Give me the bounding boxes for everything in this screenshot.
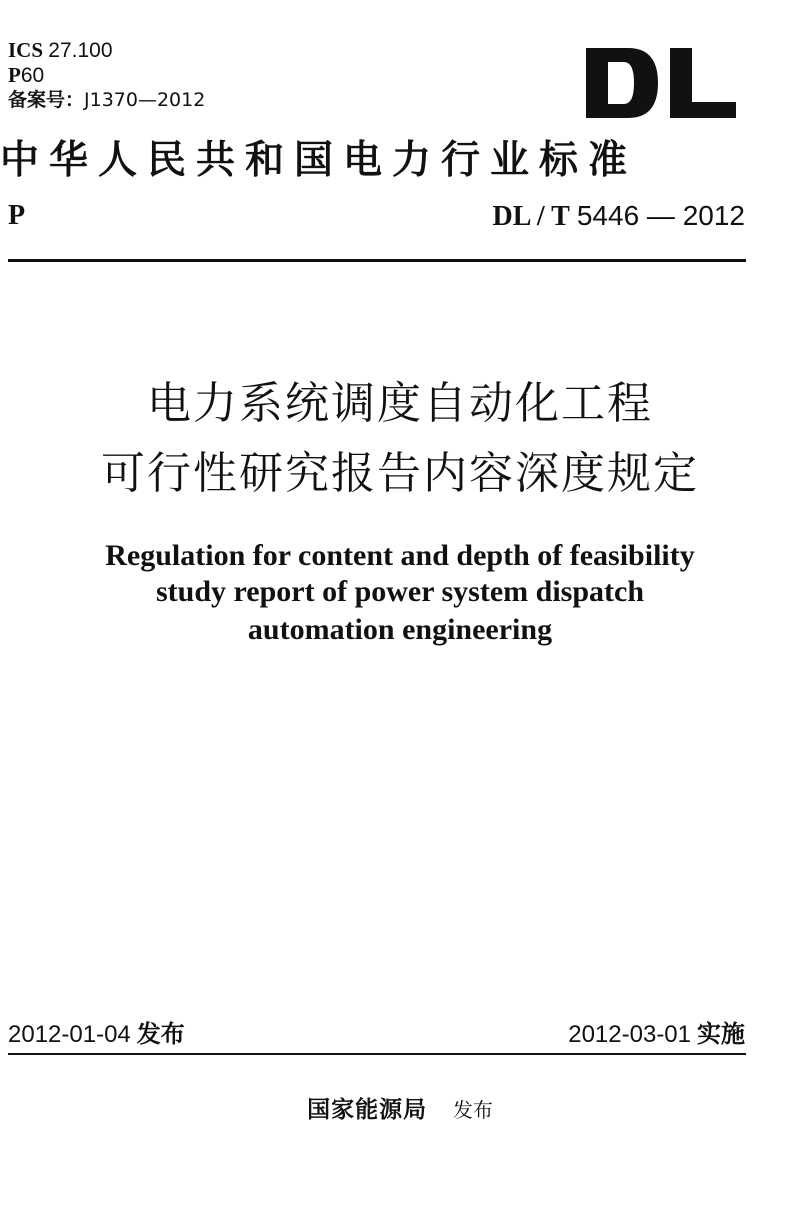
ics-code: 27.100 (48, 39, 113, 62)
p-code: 60 (20, 64, 45, 87)
standard-prefix: DL / T (492, 201, 570, 232)
ics-label: ICS (8, 38, 44, 62)
english-title-line-2: study report of power system dispatch (155, 575, 645, 608)
standard-number (493, 200, 745, 233)
implementation-date-word: 实施 (697, 1020, 745, 1048)
dl-logo (586, 48, 736, 118)
chinese-title-line-2: 可行性研究报告内容深度规定 (101, 448, 699, 499)
issue-date (8, 1020, 185, 1049)
issue-date-word: 发布 (136, 1020, 185, 1048)
issuer (0, 1096, 800, 1124)
header-divider (8, 259, 746, 262)
record-label: 备案号： (8, 89, 85, 111)
standard-number-value: 5446 — 2012 (576, 200, 745, 231)
footer-divider (8, 1053, 746, 1055)
implementation-date-value: 2012-03-01 (568, 1021, 691, 1048)
logo-letter-l (670, 48, 736, 118)
english-title-line-1: Regulation for content and depth of feasibility (105, 539, 695, 572)
record-number-line (8, 88, 205, 112)
issuer-verb: 发布 (452, 1098, 493, 1122)
issue-date-value: 2012-01-04 (8, 1021, 131, 1048)
p-code-line (8, 63, 44, 88)
english-title-line-3: automation engineering (247, 613, 553, 646)
implementation-date (568, 1020, 745, 1049)
chinese-title-line-1: 电力系统调度自动化工程 (147, 378, 653, 429)
standard-category-title: 中华人民共和国电力行业标准 (0, 137, 638, 183)
p-label: P (8, 63, 21, 87)
ics-code-line (8, 38, 113, 63)
classification-letter: P (8, 200, 26, 231)
issuer-organization: 国家能源局 (307, 1096, 428, 1123)
logo-letter-d (586, 48, 658, 118)
record-number: J1370—2012 (84, 89, 206, 111)
